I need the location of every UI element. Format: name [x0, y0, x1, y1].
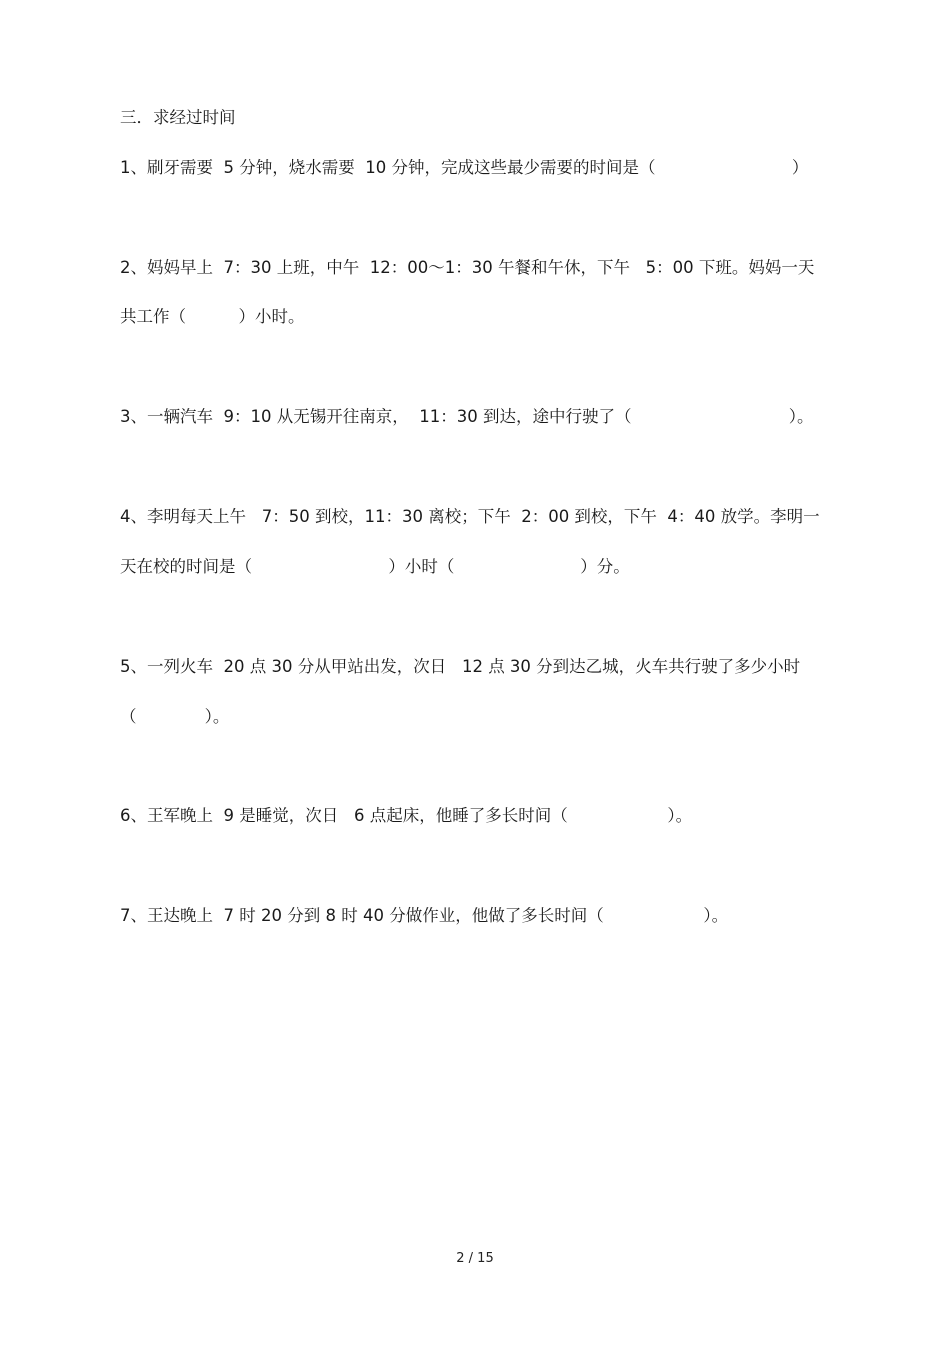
question-2-line-1: 2、妈妈早上 7：30 上班，中午 12：00～1：30 午餐和午休，下午 5：00 下班。妈妈一天: [120, 258, 815, 277]
question-5-line-2: （ ）。: [120, 707, 230, 726]
question-3: 3、一辆汽车 9：10 从无锡开往南京， 11：30 到达，途中行驶了（ ）。: [120, 407, 814, 426]
question-7: 7、王达晚上 7 时 20 分到 8 时 40 分做作业，他做了多长时间（ ）。: [120, 906, 729, 925]
question-4-line-1: 4、李明每天上午 7：50 到校，11：30 离校；下午 2：00 到校，下午 4：40 放学。李明一: [120, 507, 820, 526]
page-number: 2 / 15: [456, 1251, 494, 1266]
question-2-line-2: 共工作（ ）小时。: [120, 307, 305, 326]
question-5-line-1: 5、一列火车 20 点 30 分从甲站出发，次日 12 点 30 分到达乙城，火车共行驶了多少小时: [120, 657, 801, 676]
question-4-line-2: 天在校的时间是（ ）小时（ ）分。: [120, 557, 630, 576]
question-6: 6、王军晚上 9 是睡觉，次日 6 点起床，他睡了多长时间（ ）。: [120, 806, 693, 825]
question-1: 1、刷牙需要 5 分钟，烧水需要 10 分钟，完成这些最少需要的时间是（ ）: [120, 158, 809, 177]
section-heading: 三．求经过时间: [120, 108, 236, 127]
